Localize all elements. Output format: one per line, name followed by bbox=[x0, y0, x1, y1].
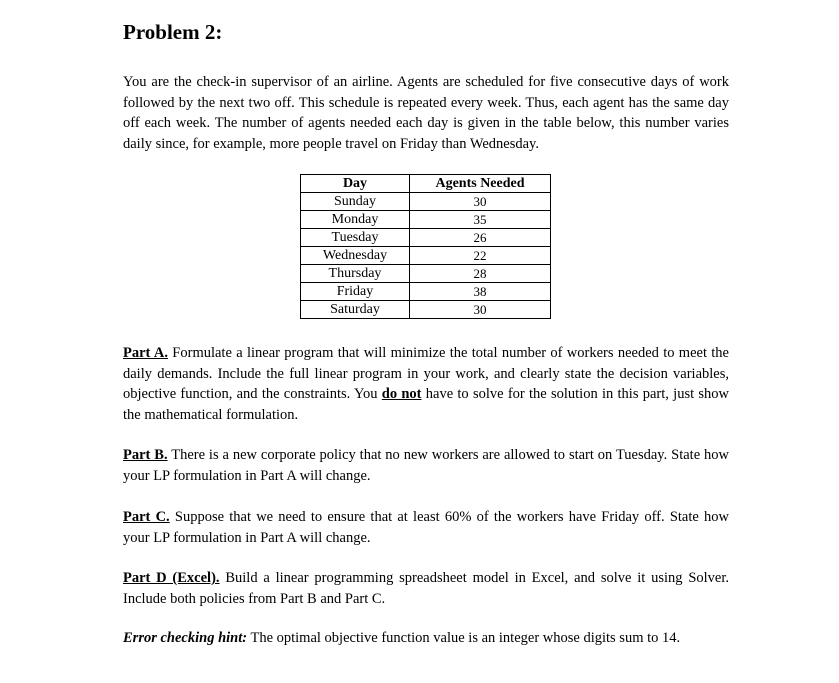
part-b-paragraph bbox=[123, 445, 729, 486]
table-row bbox=[301, 265, 551, 283]
day-cell: Sunday bbox=[301, 193, 410, 211]
table-row bbox=[301, 301, 551, 319]
hint-paragraph bbox=[123, 628, 729, 649]
table-row bbox=[301, 229, 551, 247]
agents-cell: 30 bbox=[410, 301, 551, 319]
part-a-text-1: Formulate a linear program that will minimize the total number of workers needed to meet the daily demands. Include the full linear program in your work, and clearly state the decision variables, objective function, and the constraints. You bbox=[123, 345, 729, 402]
header-agents-needed: Agents Needed bbox=[410, 175, 551, 193]
table-row bbox=[301, 283, 551, 301]
part-d-label: Part D (Excel). bbox=[123, 570, 220, 586]
agents-cell: 35 bbox=[410, 211, 551, 229]
part-b-label: Part B. bbox=[123, 447, 168, 463]
part-d-paragraph bbox=[123, 568, 729, 609]
hint-label: Error checking hint: bbox=[123, 630, 248, 646]
part-c-paragraph bbox=[123, 507, 729, 548]
header-day: Day bbox=[301, 175, 410, 193]
part-c-text: Suppose that we need to ensure that at least 60% of the workers have Friday off. State how your LP formulation in Part A will change. bbox=[123, 509, 730, 546]
day-cell: Saturday bbox=[301, 301, 410, 319]
table-header-row bbox=[301, 175, 551, 193]
agents-table bbox=[300, 174, 551, 319]
part-a-emphasis: do not bbox=[381, 386, 422, 402]
hint-text: The optimal objective function value is an integer whose digits sum to 14. bbox=[247, 630, 681, 646]
part-a-text-2: have to solve for the solution in this part, just show the mathematical formulation. bbox=[123, 386, 729, 423]
agents-cell: 26 bbox=[410, 229, 551, 247]
part-d-text: Build a linear programming spreadsheet model in Excel, and solve it using Solver. Include both policies from Part B and Part C. bbox=[123, 570, 729, 607]
agents-cell: 38 bbox=[410, 283, 551, 301]
day-cell: Tuesday bbox=[301, 229, 410, 247]
agents-cell: 22 bbox=[410, 247, 551, 265]
intro-paragraph: You are the check-in supervisor of an airline. Agents are scheduled for five consecutive days of work followed by the next two off. This schedule is repeated every week. Thus, each agent has the same day off each week. The number of agents needed each day is given in the table below, this number varies daily since, for example, more people travel on Friday than Wednesday. bbox=[123, 74, 729, 152]
table-row bbox=[301, 211, 551, 229]
table-row bbox=[301, 247, 551, 265]
part-a-label: Part A. bbox=[123, 345, 168, 361]
part-b-text: There is a new corporate policy that no new workers are allowed to start on Tuesday. State how your LP formulation in Part A will change. bbox=[123, 447, 730, 484]
day-cell: Thursday bbox=[301, 265, 410, 283]
part-a-paragraph bbox=[123, 343, 729, 425]
agents-cell: 30 bbox=[410, 193, 551, 211]
day-cell: Wednesday bbox=[301, 247, 410, 265]
day-cell: Friday bbox=[301, 283, 410, 301]
day-cell: Monday bbox=[301, 211, 410, 229]
problem-title: Problem 2: bbox=[123, 20, 223, 44]
agents-cell: 28 bbox=[410, 265, 551, 283]
table-row bbox=[301, 193, 551, 211]
part-c-label: Part C. bbox=[123, 509, 170, 525]
